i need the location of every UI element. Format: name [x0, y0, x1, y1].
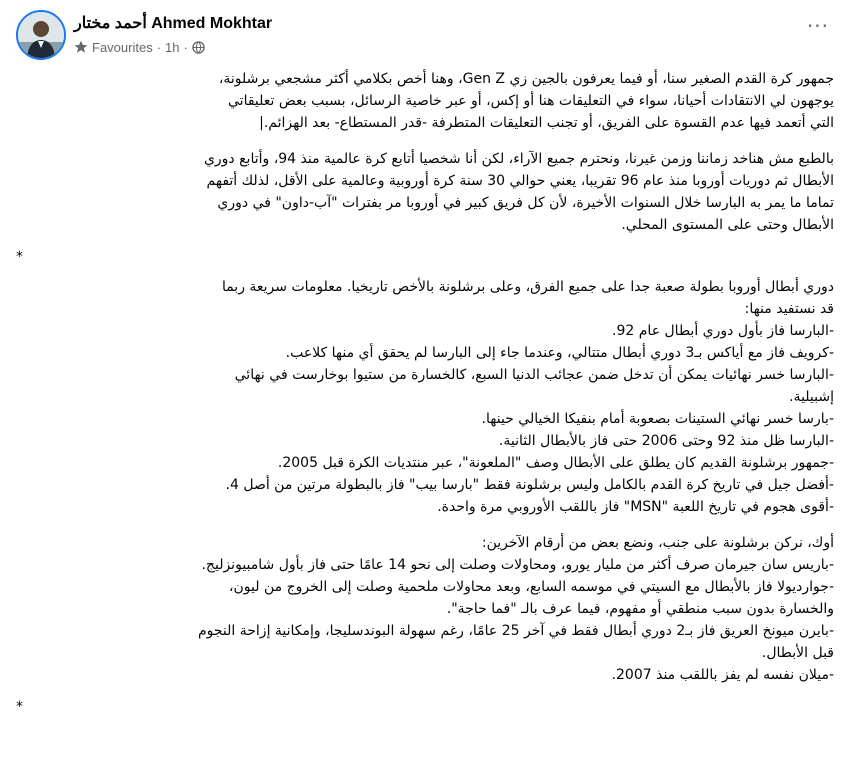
text-line: دوري أبطال أوروبا بطولة صعبة جدا على جميع الفرق، وعلى برشلونة بالأخص تاريخيا. معلومات سريعة ربما: [221, 279, 834, 295]
post-meta: [74, 38, 205, 56]
star-divider: *: [16, 699, 23, 715]
paragraph-4: [16, 532, 834, 686]
text-line: يوجهون لي الانتقادات أحيانا، سواء في التعليقات هنا أو إكس، أو عبر خاصية الرسائل، بسبب بعض تعليقاتي: [228, 93, 834, 109]
list-item: إشبيلية.: [789, 389, 834, 405]
list-item: والخسارة بدون سبب منطقي أو مفهوم، فيما عرف بالـ "فما حاجة".: [446, 601, 834, 617]
text-line: الأبطال وحتى على المستوى المحلي.: [621, 217, 834, 233]
favourites-star-icon: [74, 40, 88, 54]
list-item: قبل الأبطال.: [761, 645, 834, 661]
paragraph-1: [16, 68, 834, 134]
meta-separator: ·: [156, 39, 162, 55]
avatar-photo-icon: [18, 12, 64, 58]
globe-icon: [192, 41, 205, 54]
list-item: -البارسا خسر نهائيات يمكن أن تدخل ضمن عجائب الدنيا السبع، كالخسارة من ستيوا بوخارست في نهائي: [234, 367, 834, 383]
author-name[interactable]: أحمد مختار Ahmed Mokhtar: [74, 15, 273, 32]
list-item: -ميلان نفسه لم يفز باللقب منذ 2007.: [611, 667, 834, 683]
list-item: -بايرن ميونخ العريق فاز بـ2 دوري أبطال فقط في آخر 25 عامًا، رغم سهولة البوندسليجا، وإمكانية إزاحة النجوم: [197, 623, 834, 639]
text-line: قد نستفيد منها:: [744, 301, 834, 317]
list-item: -جمهور برشلونة القديم كان يطلق على الأبطال وصف "الملعونة"، عبر منتديات الكرة قبل 2005.: [277, 455, 834, 471]
list-item: -كرويف فاز مع أياكس بـ3 دوري أبطال متتالي، وعندما جاء إلى البارسا لم يحقق أي منها كلاعب.: [285, 345, 834, 361]
more-dots-icon: ···: [806, 14, 830, 38]
text-line: التي أتعمد فيها عدم القسوة على الفريق، أو تجنب التعليقات المتطرفة -قدر المستطاع- بعد الهزائم.|: [259, 115, 834, 131]
avatar[interactable]: [16, 10, 66, 60]
text-line: تماما ما يمر به البارسا خلال السنوات الأخيرة، لأن كل فريق كبير في أوروبا مر بفترات "آب-داون" في دوري: [217, 195, 834, 211]
list-item: -البارسا فاز بأول دوري أبطال عام 92.: [612, 323, 834, 339]
list-item: -أقوى هجوم في تاريخ اللعبة "MSN" فاز باللقب الأوروبي مرة واحدة.: [437, 499, 834, 515]
post-time[interactable]: 1h: [165, 39, 180, 55]
text-line: بالطبع مش هناخد زماننا وزمن غيرنا، ونحترم جميع الآراء، لكن أنا شخصيا أتابع كرة عالمية منذ 94، وأتابع دوري: [203, 151, 834, 167]
post-header: [16, 10, 836, 62]
text-line: جمهور كرة القدم الصغير سنا، أو فيما يعرفون بالجين زي Gen Z، وهنا أخص بكلامي أكثر مشجعي برشلونة،: [218, 71, 834, 87]
post-body: [16, 68, 834, 726]
text-line: الأبطال ثم دوريات أوروبا منذ عام 96 تقريبا، يعني حوالي 30 سنة كرة أوروبية وعالمية على الأقل، لذلك أتفهم: [206, 173, 834, 189]
audience-label[interactable]: Favourites: [92, 39, 153, 55]
list-item: -باريس سان جيرمان صرف أكثر من مليار يورو، ومحاولات وصلت إلى نحو 14 عامًا حتى فاز بأول شامبيونزليج.: [201, 557, 834, 573]
paragraph-3: [16, 276, 834, 518]
text-line: أوك، نركن برشلونة على جنب، ونضع بعض من أرقام الآخرين:: [481, 535, 834, 551]
meta-separator: ·: [183, 39, 188, 55]
list-item: -البارسا ظل منذ 92 وحتى 2006 حتى فاز بالأبطال الثانية.: [498, 433, 834, 449]
star-divider: *: [16, 249, 23, 265]
paragraph-2: [16, 148, 834, 236]
list-item: -جوارديولا فاز بالأبطال مع السيتي في موسمه السابع، وبعد محاولات ملحمية وصلت إلى الخروج من ليون،: [228, 579, 834, 595]
list-item: -بارسا خسر نهائي الستينات بصعوبة أمام بنفيكا الخيالي حينها.: [481, 411, 834, 427]
list-item: -أفضل جيل في تاريخ كرة القدم بالكامل وليس برشلونة فقط "بارسا بيب" فاز بالبطولة مرتين من أصل 4.: [225, 477, 834, 493]
more-options-button[interactable]: [800, 12, 836, 40]
